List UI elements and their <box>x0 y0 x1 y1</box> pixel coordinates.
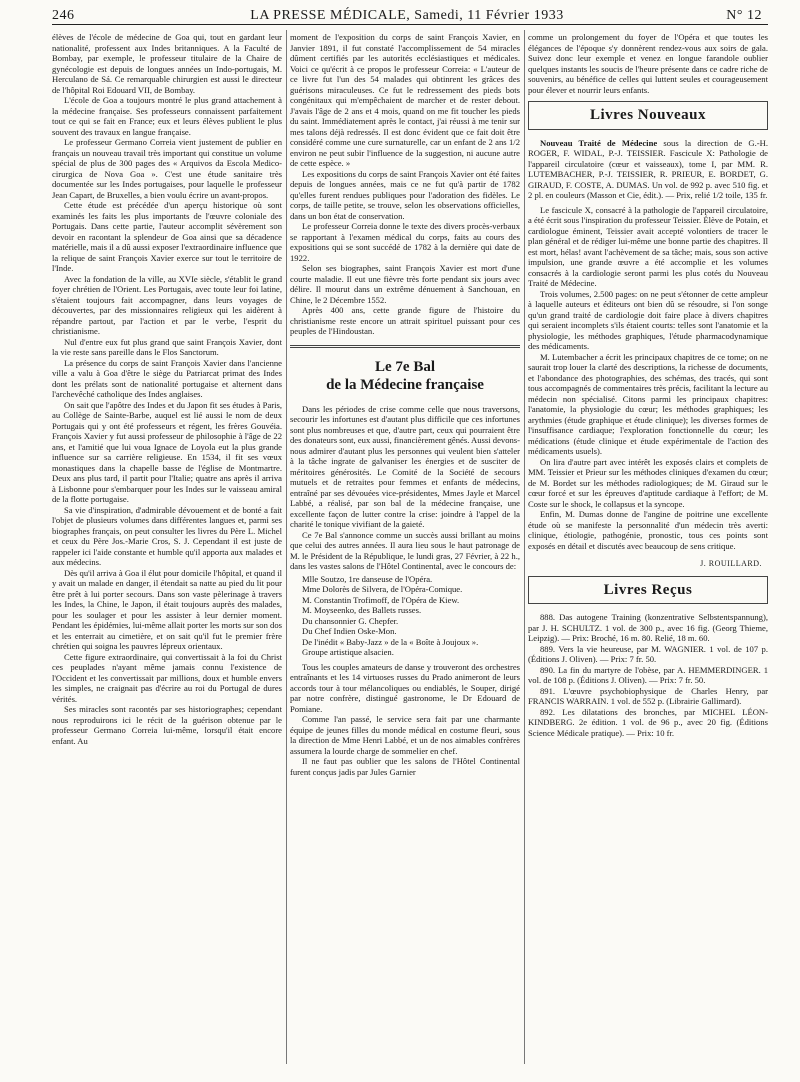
book-title: Nouveau Traité de Médecine <box>540 137 658 148</box>
paragraph: Le professeur Correia donne le texte des divers procès-verbaux se rapportant à l'examen médical du corps, faits au cours des expositions qui se sont succédé de 1782 à la dernière qui date de 1922. <box>290 221 520 263</box>
paragraph: Comme l'an passé, le service sera fait par une charmante équipe de jeunes filles du monde médical en costume fleuri, sous la direction de Mme Henri Labbé, et un de nos aimables confrères assumera la lourde charge de sommelier en chef. <box>290 714 520 756</box>
livres-nouveaux-heading: Livres Nouveaux <box>528 101 768 130</box>
paragraph: Nul d'entre eux fut plus grand que saint François Xavier, dont la vie reste sans pareille dans le Flos Sanctorum. <box>52 336 282 357</box>
column-3 <box>528 32 768 738</box>
paragraph: L'école de Goa a toujours montré le plus grand attachement à la médecine française. Ses professeurs connaissent parfaitement tout ce qui se fait en France; eux et leurs élèves publient le plus souvent des travaux en langue française. <box>52 95 282 137</box>
paragraph: moment de l'exposition du corps de saint François Xavier, en Janvier 1891, il fut constaté l'accomplissement de 54 miracles dûment certifiés par les autorités ecclésiastiques et médicales. Voici ce qu'écrit à ce propos le professeur Correia: « L'auteur de ce livre fut l'un des 54 malades qui obtinrent les grâces des guérisons miraculeuses. Ce fut le redressement des pieds bots congénitaux qui m'empêchaient de marcher et de rester debout. J'avais l'âge de 2 ans et 4 mois, quand on me fit toucher les pieds du saint. Immédiatement après le contact, j'ai réussi à me tenir sur mes talons déjà redressés. Il est donc évident que ce fait doit être considéré comme une cure surnaturelle, car un enfant de 2 ans 1/2 environ ne peut subir l'influence de la suggestion, ni aucune autre de cette espèce. » <box>290 32 520 168</box>
list-item: Du chansonnier G. Chepfer. <box>302 615 399 626</box>
list-item: 889. Vers la vie heureuse, par M. WAGNIER. 1 vol. de 107 p. (Éditions J. Oliven). — Prix: 7 fr. 50. <box>528 643 768 664</box>
paragraph: On sait que l'apôtre des Indes et du Japon fit ses études à Paris, au Collège de Sainte-Barbe, auquel est lié aussi le nom de deux Portugais qui y ont été professeurs et régent, les frères Gouvéia. François Xavier y fut aussi professeur de philosophie à l'âge de 22 ans, et l'amitié que lui voua Ignace de Loyola eut la plus grande influence sur sa carrière religieuse. En 1534, il fit ses vœux monastiques dans la chapelle basse de l'église de Montmartre. Deux ans plus tard, il partit pour l'Italie; quatre ans après il arriva à Lisbonne pour s'embarquer pour les Indes sur le vaisseau amiral de la flotte portugaise. <box>52 399 282 504</box>
paragraph: Selon ses biographes, saint François Xavier est mort d'une courte maladie. Il eut une fièvre très forte pendant six jours avec délire. Il mourut dans un extrême dénuement à Sanchouan, en Chine, le 2 Décembre 1552. <box>290 263 520 305</box>
paragraph: Dès qu'il arriva à Goa il élut pour domicile l'hôpital, et quand il y avait un malade en danger, il étendait sa natte au pied du lit pour être prêt à lui porter secours. Dans son vaste pèlerinage à travers les Indes, la Chine, le Japon, il était toujours auprès des malades, pour les soulager et pour les assister à leur dernier moment. Pendant les épidémies, lui-même allait porter les morts sur son dos et les enterrait au cimetière, et on sait qu'il fut le premier frère chrétien qui soigna les pauvres lépreux orientaux. <box>52 567 282 651</box>
bal-article-title <box>290 358 520 394</box>
list-item: Groupe artistique alsacien. <box>302 647 394 657</box>
paragraph: Cette étude est précédée d'un aperçu historique où sont examinés les faits les plus importants de l'œuvre coloniale des Portugais. Dans cette partie, l'auteur accomplit sévèrement son devoir en racontant la splendeur de Goa ainsi que sa décadence matérielle, mais il a dû aussi exposer l'extraordinaire influence que la relique de saint François Xavier exerce sur tout le territoire de l'Inde. <box>52 200 282 273</box>
paragraph: élèves de l'école de médecine de Goa qui, tout en gardant leur nationalité, professent aux Indes britanniques. A la Faculté de Bombay, par exemple, le professeur titulaire de la Chaire de gynécologie est depuis de longues années un Indo-portugais, M. Herculano de Sá. Ce remarquable chirurgien est aussi le directeur de l'hôpital Roi Edouard VII, de Bombay. <box>52 32 282 95</box>
list-item: Mlle Soutzo, 1re danseuse de l'Opéra. <box>302 573 433 584</box>
paragraph: Avec la fondation de la ville, au XVIe siècle, s'établit le grand foyer chrétien de l'Orient. Les Portugais, avec toute leur foi latine, s'étaient toujours fait accompagner, dans leurs voyages de découvertes, par des missionnaires religieux qui les aidèrent à répandre partout, par l'action et par le verbe, l'esprit du christianisme. <box>52 273 282 336</box>
list-item: De l'inédit « Baby-Jazz » de la « Boîte à Joujoux ». <box>302 636 479 647</box>
bal-title-line-1: Le 7e Bal <box>375 358 435 375</box>
paragraph: Les expositions du corps de saint François Xavier ont été faites depuis de longues années, mais ce ne fut qu'à partir de 1782 qu'elles furent rendues publiques pour l'adoration des fidèles. Le corps, de taille petite, se trouve, selon les observations officielles, dans un bon état de conservation. <box>290 168 520 221</box>
paragraph: Enfin, M. Dumas donne de l'angine de poitrine une excellente étude où se manifeste la personnalité d'un médecin très averti: clinique, étiologie, pathogénie, pronostic, tous ces points sont exposés en détail et discutés avec beaucoup de sens critique. <box>528 509 768 551</box>
section-divider <box>290 345 520 348</box>
book-details: sous la direction de G.-H. ROGER, F. WIDAL, P.-J. TEISSIER. Fascicule X: Pathologie de l'appareil circulatoire (cœur et vaisseaux), tome I, par MM. R. LUTEMBACHER, P.-J. TEISSIER, R. PRIEUR, E. BORDET, G. GIRAUD, F. COSTE, A. DUMAS. Un vol. de 992 p. avec 510 fig. et 2 pl. en couleurs (Masson et Cie, édit.). — Prix, relié 1/2 toile, 135 fr. <box>528 137 769 200</box>
page-number: 246 <box>52 8 75 23</box>
paragraph: comme un prolongement du foyer de l'Opéra et que toutes les élégances de l'époque s'y donnèrent rendez-vous aux soirs de gala. Suivez donc leur exemple et venez en longue farandole oublier quelques instants les soucis de l'heure présente dans ce cadre riche de souvenirs, au bénéfice de celles qui luttent seules et courageusement pour élever et nourrir leurs enfants. <box>528 32 768 95</box>
paragraph: M. Lutembacher a écrit les principaux chapitres de ce tome; on ne saurait trop louer la clarté des descriptions, la richesse de documents, et l'abondance des photographies, des schémas, des tracés, qui sont tous accompagnés de commentaires très précis, facilitant la lecture au médecin non spécialisé. Citons parmi les principaux chapitres: l'anatomie, la physiologie du cœur; les méthodes graphiques; les arythmies (étude graphique et étude clinique); les diverses formes de l'insuffisance cardiaque; l'exploration fonctionnelle du cœur; les médications (étude clinique et étude expérimentale de l'action des médicaments usuels). <box>528 351 768 456</box>
column-divider <box>286 30 287 1064</box>
paragraph: Ses miracles sont racontés par ses historiographes; cependant nous reproduirons ici le récit de la guérison obtenue par le professeur Germano Correia lui-même, lorsqu'il était encore enfant. Au <box>52 704 282 746</box>
performer-list <box>302 574 520 658</box>
livres-recus-heading: Livres Reçus <box>528 576 768 605</box>
list-item: M. Moyseenko, des Ballets russes. <box>302 605 422 615</box>
paragraph: Il ne faut pas oublier que les salons de l'Hôtel Continental furent conçus jadis par Jules Garnier <box>290 756 520 777</box>
column-divider <box>524 30 525 1064</box>
header-rule <box>52 24 768 25</box>
column-1 <box>52 32 282 746</box>
list-item: 891. L'œuvre psychobiophysique de Charles Henry, par FRANCIS WARRAIN. 1 vol. de 552 p. (Librairie Gallimard). <box>528 685 768 706</box>
paragraph: Après 400 ans, cette grande figure de l'histoire du christianisme reste encore un attrait spirituel puissant pour ces peuples de l'Hindoustan. <box>290 305 520 336</box>
review-signature: J. ROUILLARD. <box>700 559 762 568</box>
bal-title-line-2: de la Médecine française <box>326 376 484 393</box>
issue-number: N° 12 <box>726 8 762 23</box>
list-item: 890. La fin du martyre de l'obèse, par A. HEMMERDINGER. 1 vol. de 108 p. (Éditions J. Oliven). — Prix: 7 fr. 50. <box>528 664 768 685</box>
paragraph: La présence du corps de saint François Xavier dans l'ancienne ville a valu à Goa d'être le siège du Patriarcat primat des Indes dont les prélats sont de nationalité portugaise et alternent dans l'archevêché catholique des Indes anglaises. <box>52 357 282 399</box>
list-item: Du Chef Indien Oske-Mon. <box>302 626 397 636</box>
list-item: 888. Das autogene Training (konzentrative Selbstentspannung), par J. H. SCHULTZ. 1 vol. de 300 p., avec 16 fig. (Georg Thieme, Leipzig). — Prix: Broché, 16 m. 80. Relié, 18 m. 60. <box>528 612 768 643</box>
paragraph: Dans les périodes de crise comme celle que nous traversons, secourir les infortunes est d'autant plus difficile que ces infortunes sont plus nombreuses et que, d'autre part, ceux qui pourraient être des donateurs sont, eux aussi, financièrement gênés. Aussi devons-nous admirer d'autant plus les personnes qui veulent bien s'atteler à la tâche ingrate de galvaniser les énergies et de susciter de méritoires générosités. Le Comité de la Société de secours mutuels et de retraites pour femmes et enfants de médecins, entraîné par ses dévouées vice-présidentes, Mmes Jayle et Marcel Labbé, a réalisé, par son bal de la médecine française, une excellente façon de lutter contre la crise: joindre à l'appel de la charité le tonique vivifiant de la gaieté. <box>290 403 520 529</box>
list-item: 892. Les dilatations des bronches, par MICHEL LÉON-KINDBERG. 2e édition. 1 vol. de 96 p., avec 20 fig. (Éditions Science Médicale pratique). — Prix: 10 fr. <box>528 706 768 738</box>
paragraph: Le professeur Germano Correia vient justement de publier en français un nouveau travail très important qui constitue un volume spécial de plus de 300 pages des « Arquivos da Escola Medico-cirurgica de Nova Goa ». C'est une étude sanitaire très documentée sur les Indes portugaises, pour laquelle le professeur Jean Capart, de Bruxelles, a bien voulu écrire un avant-propos. <box>52 137 282 200</box>
paragraph: Ce 7e Bal s'annonce comme un succès aussi brillant au moins que celui des autres années. Il aura lieu sous le haut patronage de M. le Président de la République, le lundi gras, 27 Février, à 22 h., dans les vastes salons de l'Hôtel Continental, avec le concours de: <box>290 529 520 571</box>
column-2 <box>290 32 520 777</box>
journal-title: LA PRESSE MÉDICALE, Samedi, 11 Février 1933 <box>250 8 564 23</box>
paragraph: Tous les couples amateurs de danse y trouveront des orchestres entraînants et les 14 virtuoses russes du Prado animeront de leurs accords tour à tour mélancoliques ou endiablés, le Souper, dirigé par notre confrère, distingué gastronome, le Dr Edouard de Pomiane. <box>290 661 520 714</box>
book-review-lead <box>528 138 768 201</box>
paragraph: Trois volumes, 2.500 pages: on ne peut s'étonner de cette ampleur à laquelle auteurs et éditeurs ont bien dû se résoudre, si l'on songe qu'un grand traité de cardiologie doit faire place à divers chapitres qui seraient incomplets s'ils étaient courts: telles sont l'anatomie et la physiologie, les méthodes graphiques, l'étude pharmacodynamique des médicaments. <box>528 288 768 351</box>
list-item: M. Constantin Trofimoff, de l'Opéra de Kiew. <box>302 594 460 605</box>
paragraph: Le fascicule X, consacré à la pathologie de l'appareil circulatoire, a été écrit sous l'inspiration du professeur Teissier. Élève de Potain, et cardiologue éminent, Teissier avait accepté volontiers de tracer le plan général et de rédiger lui-même une bonne partie des chapitres. Il est mort, hélas! avant l'achèvement de sa tâche; mais, sous son active impulsion, une grande œuvre a été accomplie et les volumes consacrés à la cardiologie seront parmi les plus cotés du Nouveau Traité de Médecine. <box>528 204 768 288</box>
paragraph: Sa vie d'inspiration, d'admirable dévouement et de bonté a fait l'objet de plusieurs volumes dans différentes langues et, parmi ses biographes français, on peut consulter les livres du Père L. Michel et ceux du Père Jos.-Marie Cros, S. J. Cependant il est juste de rappeler ici l'aide constante et humble qu'il apporta aux malades et aux médecins. <box>52 504 282 567</box>
paragraph: Cette figure extraordinaire, qui convertissait à la foi du Christ ces peuplades n'ayant même jamais connu l'existence de l'Occident et les convertissait par millions, doux et humble envers les simples, ne craignait pas d'écrire au roi du Portugal de dures vérités. <box>52 651 282 704</box>
list-item: Mme Dolorès de Silvera, de l'Opéra-Comique. <box>302 584 463 594</box>
paragraph: On lira d'autre part avec intérêt les exposés clairs et complets de MM. Teissier et Prieur sur les méthodes cliniques d'examen du cœur; de M. Bordet sur les méthodes radiologiques; de M. Giraud sur le cœur forcé et sur les épreuves d'aptitude cardiaque à l'effort; de M. Coste sur le shock, le collapsus et la syncope. <box>528 456 768 509</box>
